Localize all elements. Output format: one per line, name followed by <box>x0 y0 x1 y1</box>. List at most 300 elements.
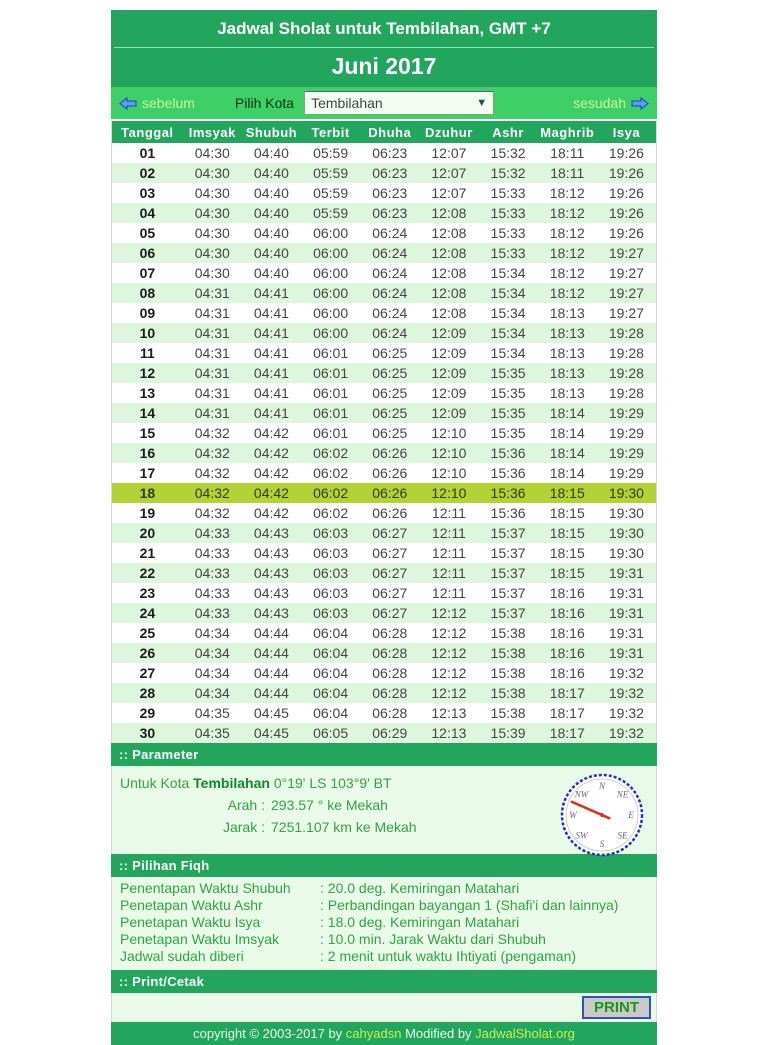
date-cell: 16 <box>112 443 183 463</box>
date-cell: 30 <box>112 723 183 743</box>
date-cell: 20 <box>112 523 183 543</box>
time-cell: 15:35 <box>479 363 538 383</box>
time-cell: 04:41 <box>242 303 301 323</box>
time-cell: 12:12 <box>419 623 478 643</box>
column-header: Ashr <box>479 121 538 143</box>
time-cell: 18:14 <box>538 423 597 443</box>
time-cell: 15:37 <box>479 563 538 583</box>
city-prefix: Untuk Kota <box>120 775 190 791</box>
time-cell: 04:43 <box>242 603 301 623</box>
time-cell: 06:04 <box>301 643 360 663</box>
prev-month-link[interactable] <box>119 95 195 111</box>
time-cell: 15:33 <box>479 183 538 203</box>
time-cell: 06:01 <box>301 423 360 443</box>
fiqh-label: Penentapan Waktu Shubuh <box>120 880 291 896</box>
table-row <box>112 403 656 423</box>
time-cell: 06:02 <box>301 483 360 503</box>
time-cell: 12:12 <box>419 683 478 703</box>
compass-mark: E <box>628 810 634 820</box>
footer-text: copyright © 2003-2017 by <box>193 1026 346 1041</box>
time-cell: 12:07 <box>419 143 478 163</box>
date-cell: 13 <box>112 383 183 403</box>
time-cell: 06:26 <box>360 463 419 483</box>
time-cell: 15:33 <box>479 203 538 223</box>
date-cell: 25 <box>112 623 183 643</box>
fiqh-label: Penetapan Waktu Ashr <box>120 897 263 913</box>
table-row <box>112 263 656 283</box>
parameter-panel <box>111 766 657 854</box>
column-header: Terbit <box>301 121 360 143</box>
time-cell: 04:41 <box>242 383 301 403</box>
time-cell: 04:30 <box>183 223 242 243</box>
time-cell: 04:32 <box>183 503 242 523</box>
time-cell: 15:34 <box>479 303 538 323</box>
fiqh-panel <box>111 877 657 970</box>
time-cell: 12:09 <box>419 383 478 403</box>
time-cell: 15:36 <box>479 503 538 523</box>
time-cell: 12:12 <box>419 643 478 663</box>
parameter-section-header: :: Parameter <box>111 743 657 766</box>
table-row <box>112 723 656 743</box>
time-cell: 19:30 <box>597 523 656 543</box>
time-cell: 19:26 <box>597 163 656 183</box>
time-cell: 06:23 <box>360 143 419 163</box>
time-cell: 06:28 <box>360 663 419 683</box>
time-cell: 15:38 <box>479 623 538 643</box>
time-cell: 12:09 <box>419 343 478 363</box>
month-nav-bar <box>111 87 657 119</box>
time-cell: 06:00 <box>301 283 360 303</box>
column-header: Dhuha <box>360 121 419 143</box>
time-cell: 15:38 <box>479 683 538 703</box>
time-cell: 18:15 <box>538 523 597 543</box>
time-cell: 04:40 <box>242 143 301 163</box>
time-cell: 04:40 <box>242 203 301 223</box>
fiqh-value: : Perbandingan bayangan 1 (Shafi'i dan lainnya) <box>320 897 619 913</box>
time-cell: 04:44 <box>242 623 301 643</box>
compass-mark: SE <box>617 830 628 841</box>
time-cell: 19:32 <box>597 663 656 683</box>
time-cell: 04:31 <box>183 343 242 363</box>
date-cell: 19 <box>112 503 183 523</box>
time-cell: 12:11 <box>419 503 478 523</box>
time-cell: 06:01 <box>301 403 360 423</box>
time-cell: 06:28 <box>360 643 419 663</box>
time-cell: 19:29 <box>597 463 656 483</box>
time-cell: 04:33 <box>183 563 242 583</box>
table-row <box>112 163 656 183</box>
date-cell: 10 <box>112 323 183 343</box>
date-cell: 24 <box>112 603 183 623</box>
time-cell: 06:27 <box>360 563 419 583</box>
time-cell: 04:40 <box>242 263 301 283</box>
time-cell: 04:32 <box>183 423 242 443</box>
qibla-compass <box>558 771 646 859</box>
compass-mark: N <box>598 781 606 791</box>
city-name: Tembilahan <box>193 775 270 791</box>
time-cell: 04:43 <box>242 563 301 583</box>
time-cell: 15:38 <box>479 703 538 723</box>
table-row <box>112 523 656 543</box>
time-cell: 04:31 <box>183 323 242 343</box>
table-row <box>112 603 656 623</box>
date-cell: 26 <box>112 643 183 663</box>
time-cell: 15:37 <box>479 603 538 623</box>
time-cell: 06:00 <box>301 303 360 323</box>
time-cell: 19:30 <box>597 483 656 503</box>
time-cell: 04:33 <box>183 523 242 543</box>
date-cell: 12 <box>112 363 183 383</box>
time-cell: 04:30 <box>183 183 242 203</box>
time-cell: 19:26 <box>597 223 656 243</box>
fiqh-label: Penetapan Waktu Imsyak <box>120 931 280 947</box>
time-cell: 15:32 <box>479 143 538 163</box>
time-cell: 04:43 <box>242 583 301 603</box>
column-header: Maghrib <box>538 121 597 143</box>
column-header: Tanggal <box>112 121 183 143</box>
time-cell: 18:12 <box>538 283 597 303</box>
time-cell: 04:32 <box>183 483 242 503</box>
time-cell: 18:15 <box>538 543 597 563</box>
time-cell: 06:24 <box>360 243 419 263</box>
time-cell: 12:12 <box>419 663 478 683</box>
time-cell: 04:34 <box>183 643 242 663</box>
time-cell: 04:41 <box>242 323 301 343</box>
time-cell: 19:28 <box>597 343 656 363</box>
time-cell: 04:41 <box>242 283 301 303</box>
table-row <box>112 363 656 383</box>
time-cell: 18:16 <box>538 583 597 603</box>
fiqh-value: : 20.0 deg. Kemiringan Matahari <box>320 880 520 896</box>
time-cell: 19:27 <box>597 263 656 283</box>
time-cell: 18:13 <box>538 323 597 343</box>
time-cell: 15:36 <box>479 443 538 463</box>
time-cell: 06:24 <box>360 323 419 343</box>
parameter-value: 7251.107 km ke Mekah <box>271 819 417 835</box>
time-cell: 15:37 <box>479 523 538 543</box>
date-cell: 27 <box>112 663 183 683</box>
compass-mark: S <box>599 839 605 849</box>
time-cell: 12:08 <box>419 303 478 323</box>
prayer-times-table-wrap <box>111 121 657 743</box>
time-cell: 05:59 <box>301 163 360 183</box>
time-cell: 04:34 <box>183 683 242 703</box>
time-cell: 06:04 <box>301 683 360 703</box>
time-cell: 15:33 <box>479 223 538 243</box>
time-cell: 18:12 <box>538 243 597 263</box>
time-cell: 12:10 <box>419 463 478 483</box>
date-cell: 15 <box>112 423 183 443</box>
table-row <box>112 663 656 683</box>
time-cell: 12:07 <box>419 163 478 183</box>
time-cell: 12:08 <box>419 223 478 243</box>
time-cell: 06:25 <box>360 403 419 423</box>
time-cell: 19:27 <box>597 303 656 323</box>
fiqh-label: Jadwal sudah diberi <box>120 948 244 964</box>
date-cell: 29 <box>112 703 183 723</box>
city-coordinates: 0°19' LS 103°9' BT <box>273 775 392 791</box>
time-cell: 12:07 <box>419 183 478 203</box>
fiqh-value: : 18.0 deg. Kemiringan Matahari <box>320 914 520 930</box>
time-cell: 06:01 <box>301 363 360 383</box>
date-cell: 08 <box>112 283 183 303</box>
time-cell: 04:42 <box>242 443 301 463</box>
time-cell: 06:24 <box>360 263 419 283</box>
time-cell: 04:31 <box>183 283 242 303</box>
time-cell: 18:11 <box>538 143 597 163</box>
fiqh-row <box>120 931 648 948</box>
table-row <box>112 503 656 523</box>
column-header: Isya <box>597 121 656 143</box>
time-cell: 06:02 <box>301 463 360 483</box>
date-cell: 17 <box>112 463 183 483</box>
time-cell: 04:45 <box>242 723 301 743</box>
month-title: Juni 2017 <box>331 53 437 79</box>
time-cell: 12:09 <box>419 323 478 343</box>
city-select-label: Pilih Kota <box>234 95 295 111</box>
time-cell: 06:00 <box>301 223 360 243</box>
time-cell: 06:27 <box>360 583 419 603</box>
time-cell: 04:42 <box>242 463 301 483</box>
print-section-header: :: Print/Cetak <box>111 970 657 993</box>
time-cell: 06:26 <box>360 503 419 523</box>
time-cell: 06:27 <box>360 603 419 623</box>
time-cell: 18:13 <box>538 343 597 363</box>
date-cell: 04 <box>112 203 183 223</box>
time-cell: 19:26 <box>597 203 656 223</box>
time-cell: 19:29 <box>597 403 656 423</box>
time-cell: 19:29 <box>597 423 656 443</box>
time-cell: 04:34 <box>183 663 242 683</box>
prev-month-label[interactable]: sebelum <box>142 95 195 111</box>
parameter-label: Jarak : <box>222 819 265 835</box>
prayer-times-table <box>112 121 656 743</box>
arrow-right-icon <box>631 97 649 110</box>
print-row <box>111 993 657 1022</box>
time-cell: 04:33 <box>183 583 242 603</box>
time-cell: 06:25 <box>360 423 419 443</box>
time-cell: 19:31 <box>597 563 656 583</box>
date-cell: 14 <box>112 403 183 423</box>
time-cell: 04:33 <box>183 603 242 623</box>
time-cell: 04:30 <box>183 243 242 263</box>
time-cell: 12:08 <box>419 243 478 263</box>
date-cell: 07 <box>112 263 183 283</box>
time-cell: 12:11 <box>419 563 478 583</box>
time-cell: 18:12 <box>538 223 597 243</box>
table-row <box>112 623 656 643</box>
time-cell: 04:34 <box>183 623 242 643</box>
next-month-link[interactable] <box>573 95 649 111</box>
time-cell: 19:32 <box>597 723 656 743</box>
time-cell: 18:13 <box>538 303 597 323</box>
time-cell: 18:15 <box>538 503 597 523</box>
time-cell: 06:03 <box>301 583 360 603</box>
date-cell: 06 <box>112 243 183 263</box>
time-cell: 04:35 <box>183 723 242 743</box>
time-cell: 15:36 <box>479 483 538 503</box>
time-cell: 12:09 <box>419 363 478 383</box>
time-cell: 06:27 <box>360 523 419 543</box>
time-cell: 06:04 <box>301 703 360 723</box>
table-row <box>112 183 656 203</box>
time-cell: 19:27 <box>597 243 656 263</box>
column-header: Shubuh <box>242 121 301 143</box>
table-row <box>112 703 656 723</box>
time-cell: 04:35 <box>183 703 242 723</box>
time-cell: 19:31 <box>597 643 656 663</box>
time-cell: 04:40 <box>242 243 301 263</box>
arrow-left-icon <box>119 97 137 110</box>
time-cell: 06:03 <box>301 543 360 563</box>
time-cell: 06:01 <box>301 343 360 363</box>
column-header: Dzuhur <box>419 121 478 143</box>
time-cell: 19:30 <box>597 543 656 563</box>
time-cell: 12:08 <box>419 203 478 223</box>
time-cell: 06:03 <box>301 603 360 623</box>
time-cell: 15:32 <box>479 163 538 183</box>
time-cell: 04:42 <box>242 503 301 523</box>
table-row <box>112 443 656 463</box>
parameter-value: 293.57 ° ke Mekah <box>271 797 388 813</box>
time-cell: 12:11 <box>419 543 478 563</box>
table-row <box>112 143 656 163</box>
time-cell: 06:23 <box>360 183 419 203</box>
time-cell: 18:16 <box>538 643 597 663</box>
table-row <box>112 323 656 343</box>
time-cell: 18:12 <box>538 183 597 203</box>
time-cell: 04:41 <box>242 403 301 423</box>
time-cell: 12:12 <box>419 603 478 623</box>
jadwal-sholat-page <box>111 10 657 1045</box>
print-button[interactable]: PRINT <box>582 996 651 1019</box>
page-title: Jadwal Sholat untuk Tembilahan, GMT +7 <box>217 19 551 38</box>
time-cell: 06:04 <box>301 623 360 643</box>
time-cell: 06:00 <box>301 243 360 263</box>
table-row <box>112 383 656 403</box>
time-cell: 04:42 <box>242 423 301 443</box>
time-cell: 18:13 <box>538 363 597 383</box>
date-cell: 05 <box>112 223 183 243</box>
time-cell: 04:33 <box>183 543 242 563</box>
time-cell: 04:31 <box>183 363 242 383</box>
time-cell: 18:12 <box>538 203 597 223</box>
fiqh-value: : 10.0 min. Jarak Waktu dari Shubuh <box>320 931 546 947</box>
time-cell: 19:32 <box>597 683 656 703</box>
time-cell: 12:11 <box>419 523 478 543</box>
time-cell: 04:44 <box>242 643 301 663</box>
footer-copyright <box>111 1022 657 1045</box>
time-cell: 18:12 <box>538 263 597 283</box>
time-cell: 15:38 <box>479 643 538 663</box>
time-cell: 18:13 <box>538 383 597 403</box>
time-cell: 05:59 <box>301 183 360 203</box>
table-row <box>112 203 656 223</box>
time-cell: 06:25 <box>360 383 419 403</box>
table-row <box>112 423 656 443</box>
time-cell: 04:41 <box>242 363 301 383</box>
time-cell: 04:45 <box>242 703 301 723</box>
time-cell: 06:00 <box>301 263 360 283</box>
time-cell: 15:34 <box>479 263 538 283</box>
page-header <box>111 10 657 87</box>
fiqh-row <box>120 897 648 914</box>
time-cell: 18:15 <box>538 483 597 503</box>
date-cell: 03 <box>112 183 183 203</box>
next-month-label[interactable]: sesudah <box>573 95 626 111</box>
time-cell: 04:43 <box>242 543 301 563</box>
date-cell: 23 <box>112 583 183 603</box>
compass-mark: NW <box>574 789 589 800</box>
time-cell: 12:10 <box>419 483 478 503</box>
time-cell: 15:37 <box>479 543 538 563</box>
time-cell: 04:42 <box>242 483 301 503</box>
time-cell: 18:16 <box>538 623 597 643</box>
time-cell: 19:31 <box>597 583 656 603</box>
time-cell: 15:38 <box>479 663 538 683</box>
time-cell: 06:24 <box>360 223 419 243</box>
time-cell: 12:08 <box>419 283 478 303</box>
time-cell: 04:44 <box>242 663 301 683</box>
time-cell: 12:13 <box>419 723 478 743</box>
time-cell: 06:02 <box>301 503 360 523</box>
table-row <box>112 463 656 483</box>
time-cell: 12:09 <box>419 403 478 423</box>
parameter-label: Arah : <box>227 797 265 813</box>
time-cell: 18:17 <box>538 683 597 703</box>
date-cell: 18 <box>112 483 183 503</box>
time-cell: 04:31 <box>183 403 242 423</box>
column-header: Imsyak <box>183 121 242 143</box>
time-cell: 06:26 <box>360 443 419 463</box>
time-cell: 19:26 <box>597 143 656 163</box>
time-cell: 18:14 <box>538 443 597 463</box>
time-cell: 04:32 <box>183 443 242 463</box>
time-cell: 15:34 <box>479 323 538 343</box>
time-cell: 15:37 <box>479 583 538 603</box>
time-cell: 06:25 <box>360 363 419 383</box>
time-cell: 18:14 <box>538 463 597 483</box>
time-cell: 18:17 <box>538 703 597 723</box>
time-cell: 12:11 <box>419 583 478 603</box>
footer-link[interactable]: JadwalSholat.org <box>475 1026 575 1041</box>
time-cell: 06:03 <box>301 563 360 583</box>
compass-mark: W <box>569 810 577 820</box>
table-row <box>112 483 656 503</box>
table-row <box>112 283 656 303</box>
table-row <box>112 303 656 323</box>
time-cell: 04:44 <box>242 683 301 703</box>
date-cell: 01 <box>112 143 183 163</box>
time-cell: 19:32 <box>597 703 656 723</box>
time-cell: 18:17 <box>538 723 597 743</box>
date-cell: 22 <box>112 563 183 583</box>
footer-link[interactable]: cahyadsn <box>345 1026 402 1041</box>
time-cell: 15:33 <box>479 243 538 263</box>
time-cell: 06:29 <box>360 723 419 743</box>
table-row <box>112 563 656 583</box>
time-cell: 18:15 <box>538 563 597 583</box>
table-row <box>112 643 656 663</box>
fiqh-section-header: :: Pilihan Fiqh <box>111 854 657 877</box>
time-cell: 05:59 <box>301 143 360 163</box>
time-cell: 19:27 <box>597 283 656 303</box>
fiqh-row <box>120 880 648 897</box>
city-select[interactable] <box>304 91 494 115</box>
date-cell: 02 <box>112 163 183 183</box>
time-cell: 12:10 <box>419 423 478 443</box>
fiqh-row <box>120 914 648 931</box>
